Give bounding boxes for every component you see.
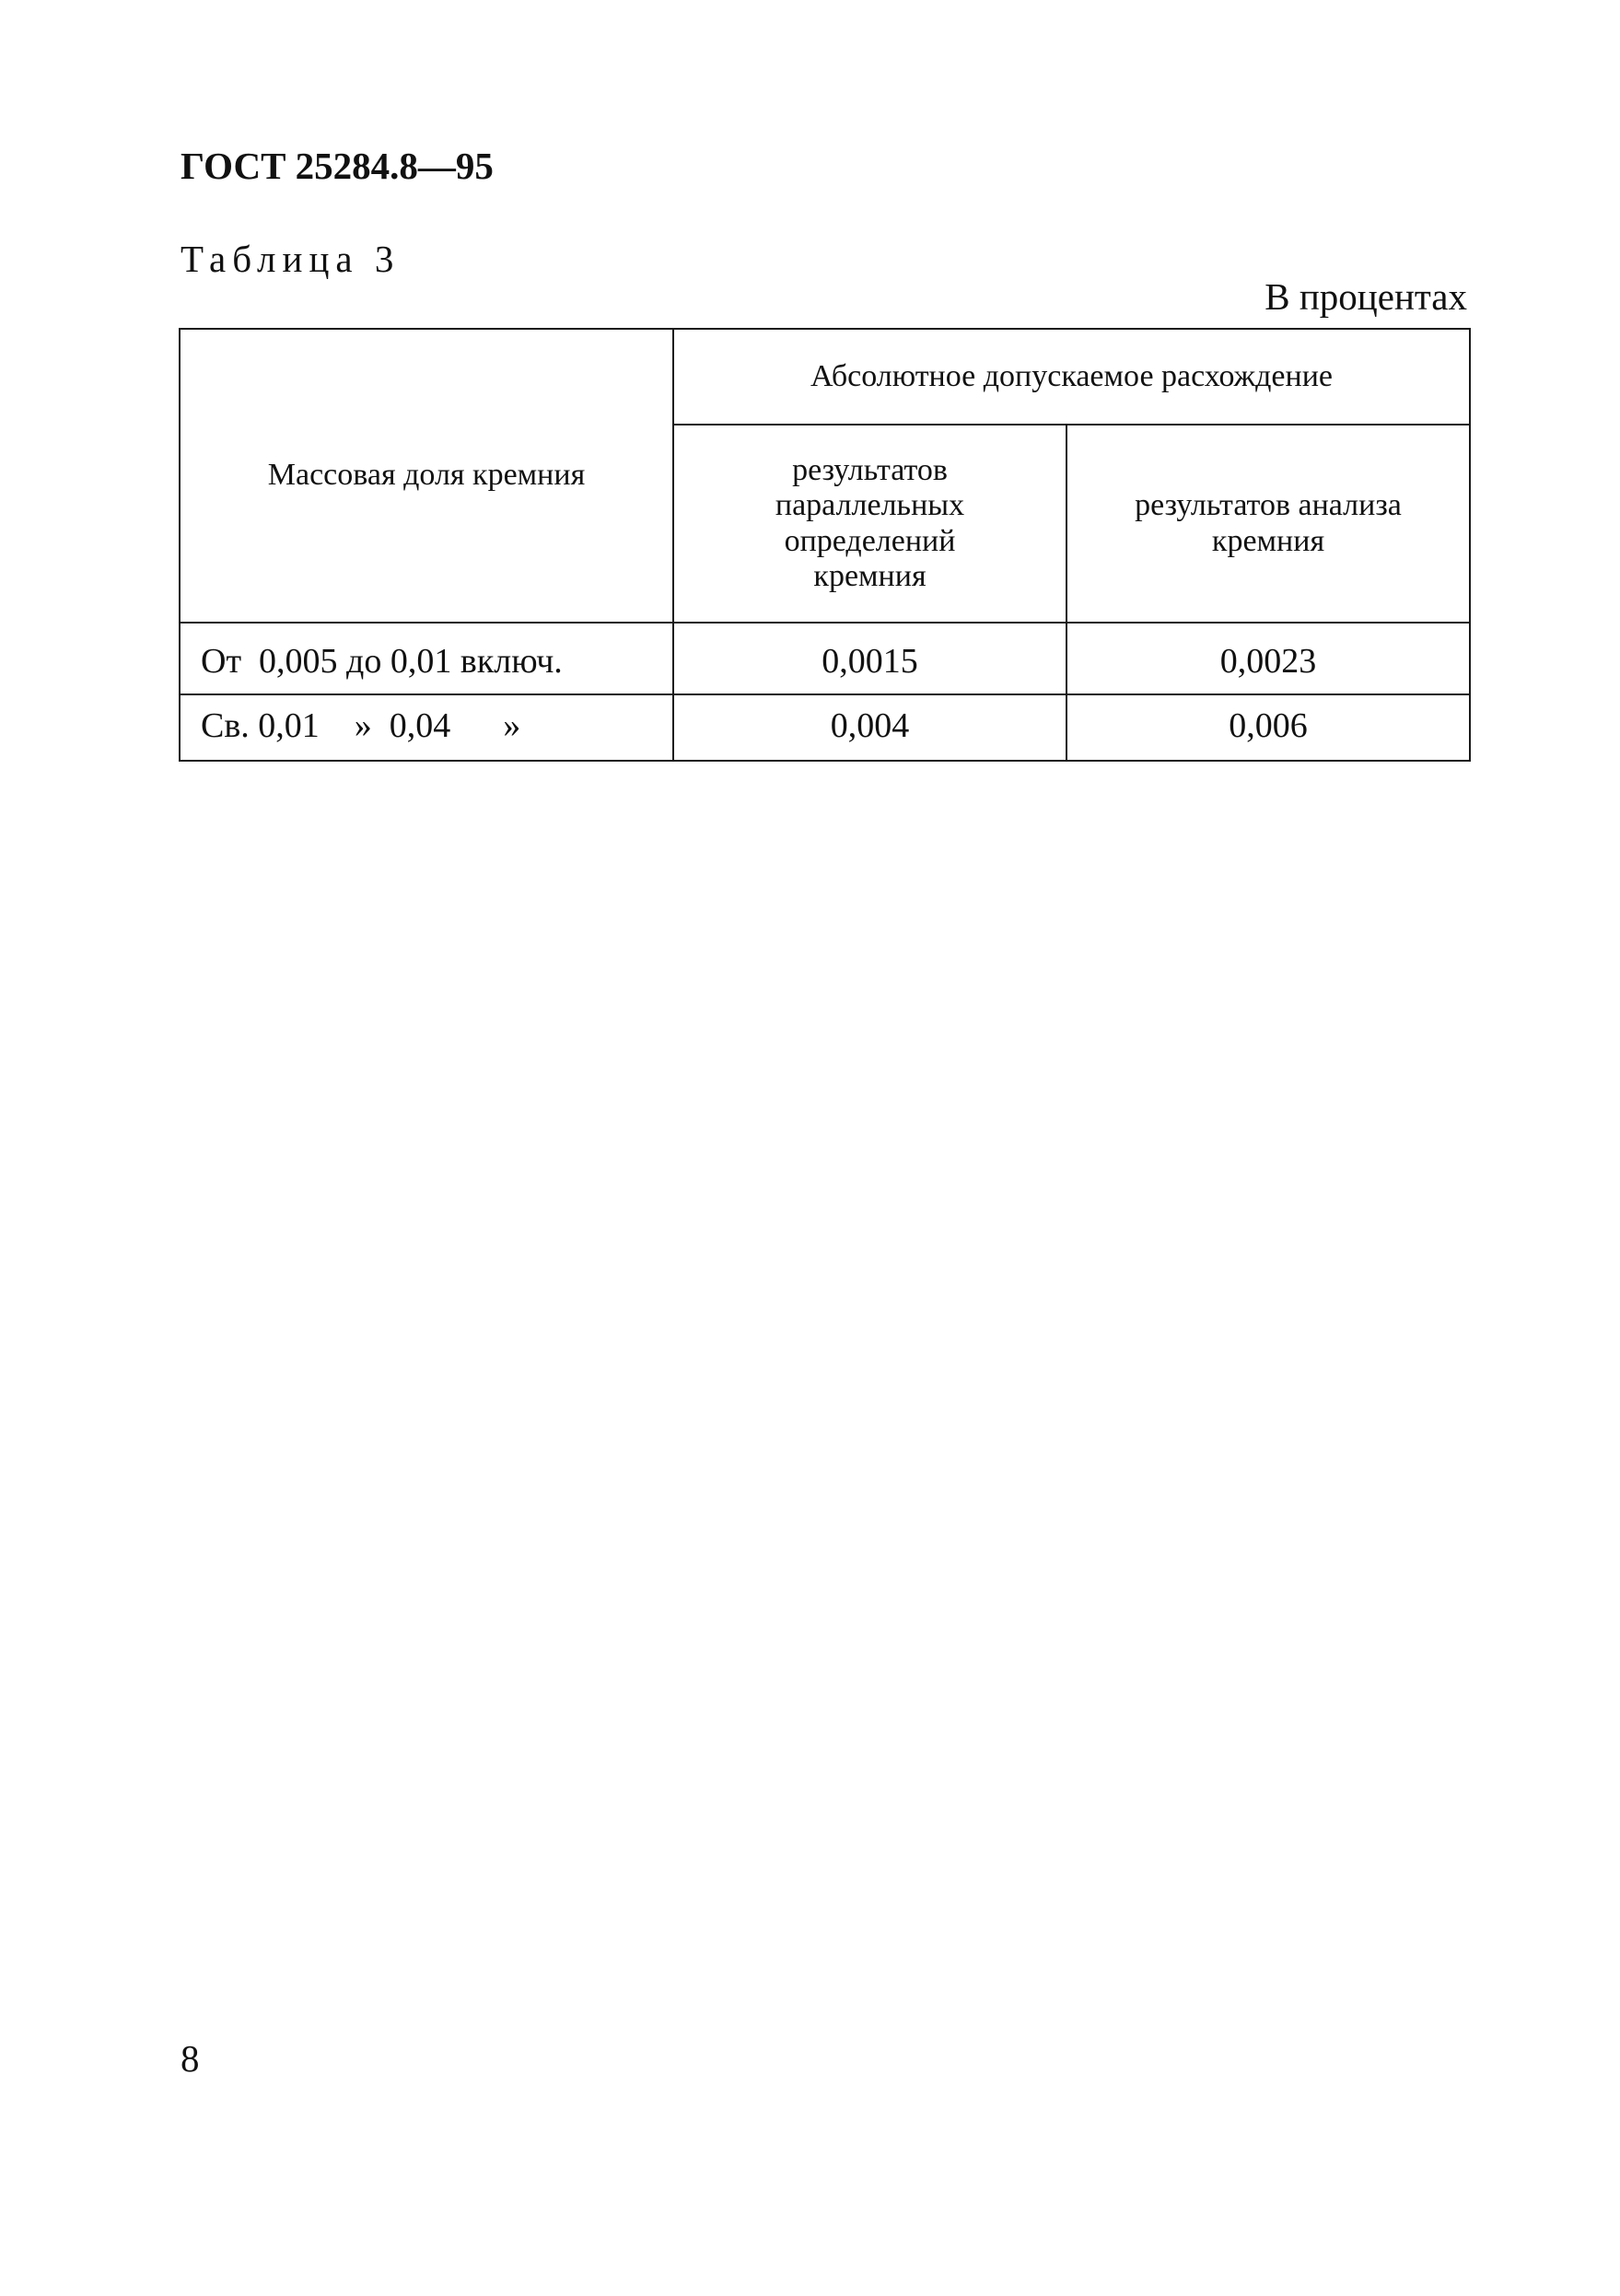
- units-note: В процентах: [1265, 275, 1467, 318]
- table-header-row: [180, 329, 1470, 425]
- table-caption: Таблица 3: [181, 238, 401, 280]
- cell-range: От 0,005 до 0,01 включ.: [180, 623, 673, 694]
- cell-analysis: 0,006: [1066, 694, 1470, 761]
- page-number: 8: [181, 2037, 200, 2080]
- tolerance-table: [179, 328, 1471, 762]
- cell-parallel: 0,0015: [673, 623, 1066, 694]
- cell-analysis: 0,0023: [1066, 623, 1470, 694]
- cell-range: Св. 0,01 » 0,04 »: [180, 694, 673, 761]
- document-code: ГОСТ 25284.8—95: [181, 145, 494, 187]
- table-row: [180, 623, 1470, 694]
- header-absolute-discrepancy: Абсолютное допускаемое расхождение: [673, 329, 1470, 425]
- header-mass-fraction: Массовая доля кремния: [180, 329, 673, 623]
- header-parallel-determinations: результатов параллельных определений кремния: [673, 425, 1066, 623]
- cell-parallel: 0,004: [673, 694, 1066, 761]
- table-row: [180, 694, 1470, 761]
- header-analysis-results: результатов анализа кремния: [1066, 425, 1470, 623]
